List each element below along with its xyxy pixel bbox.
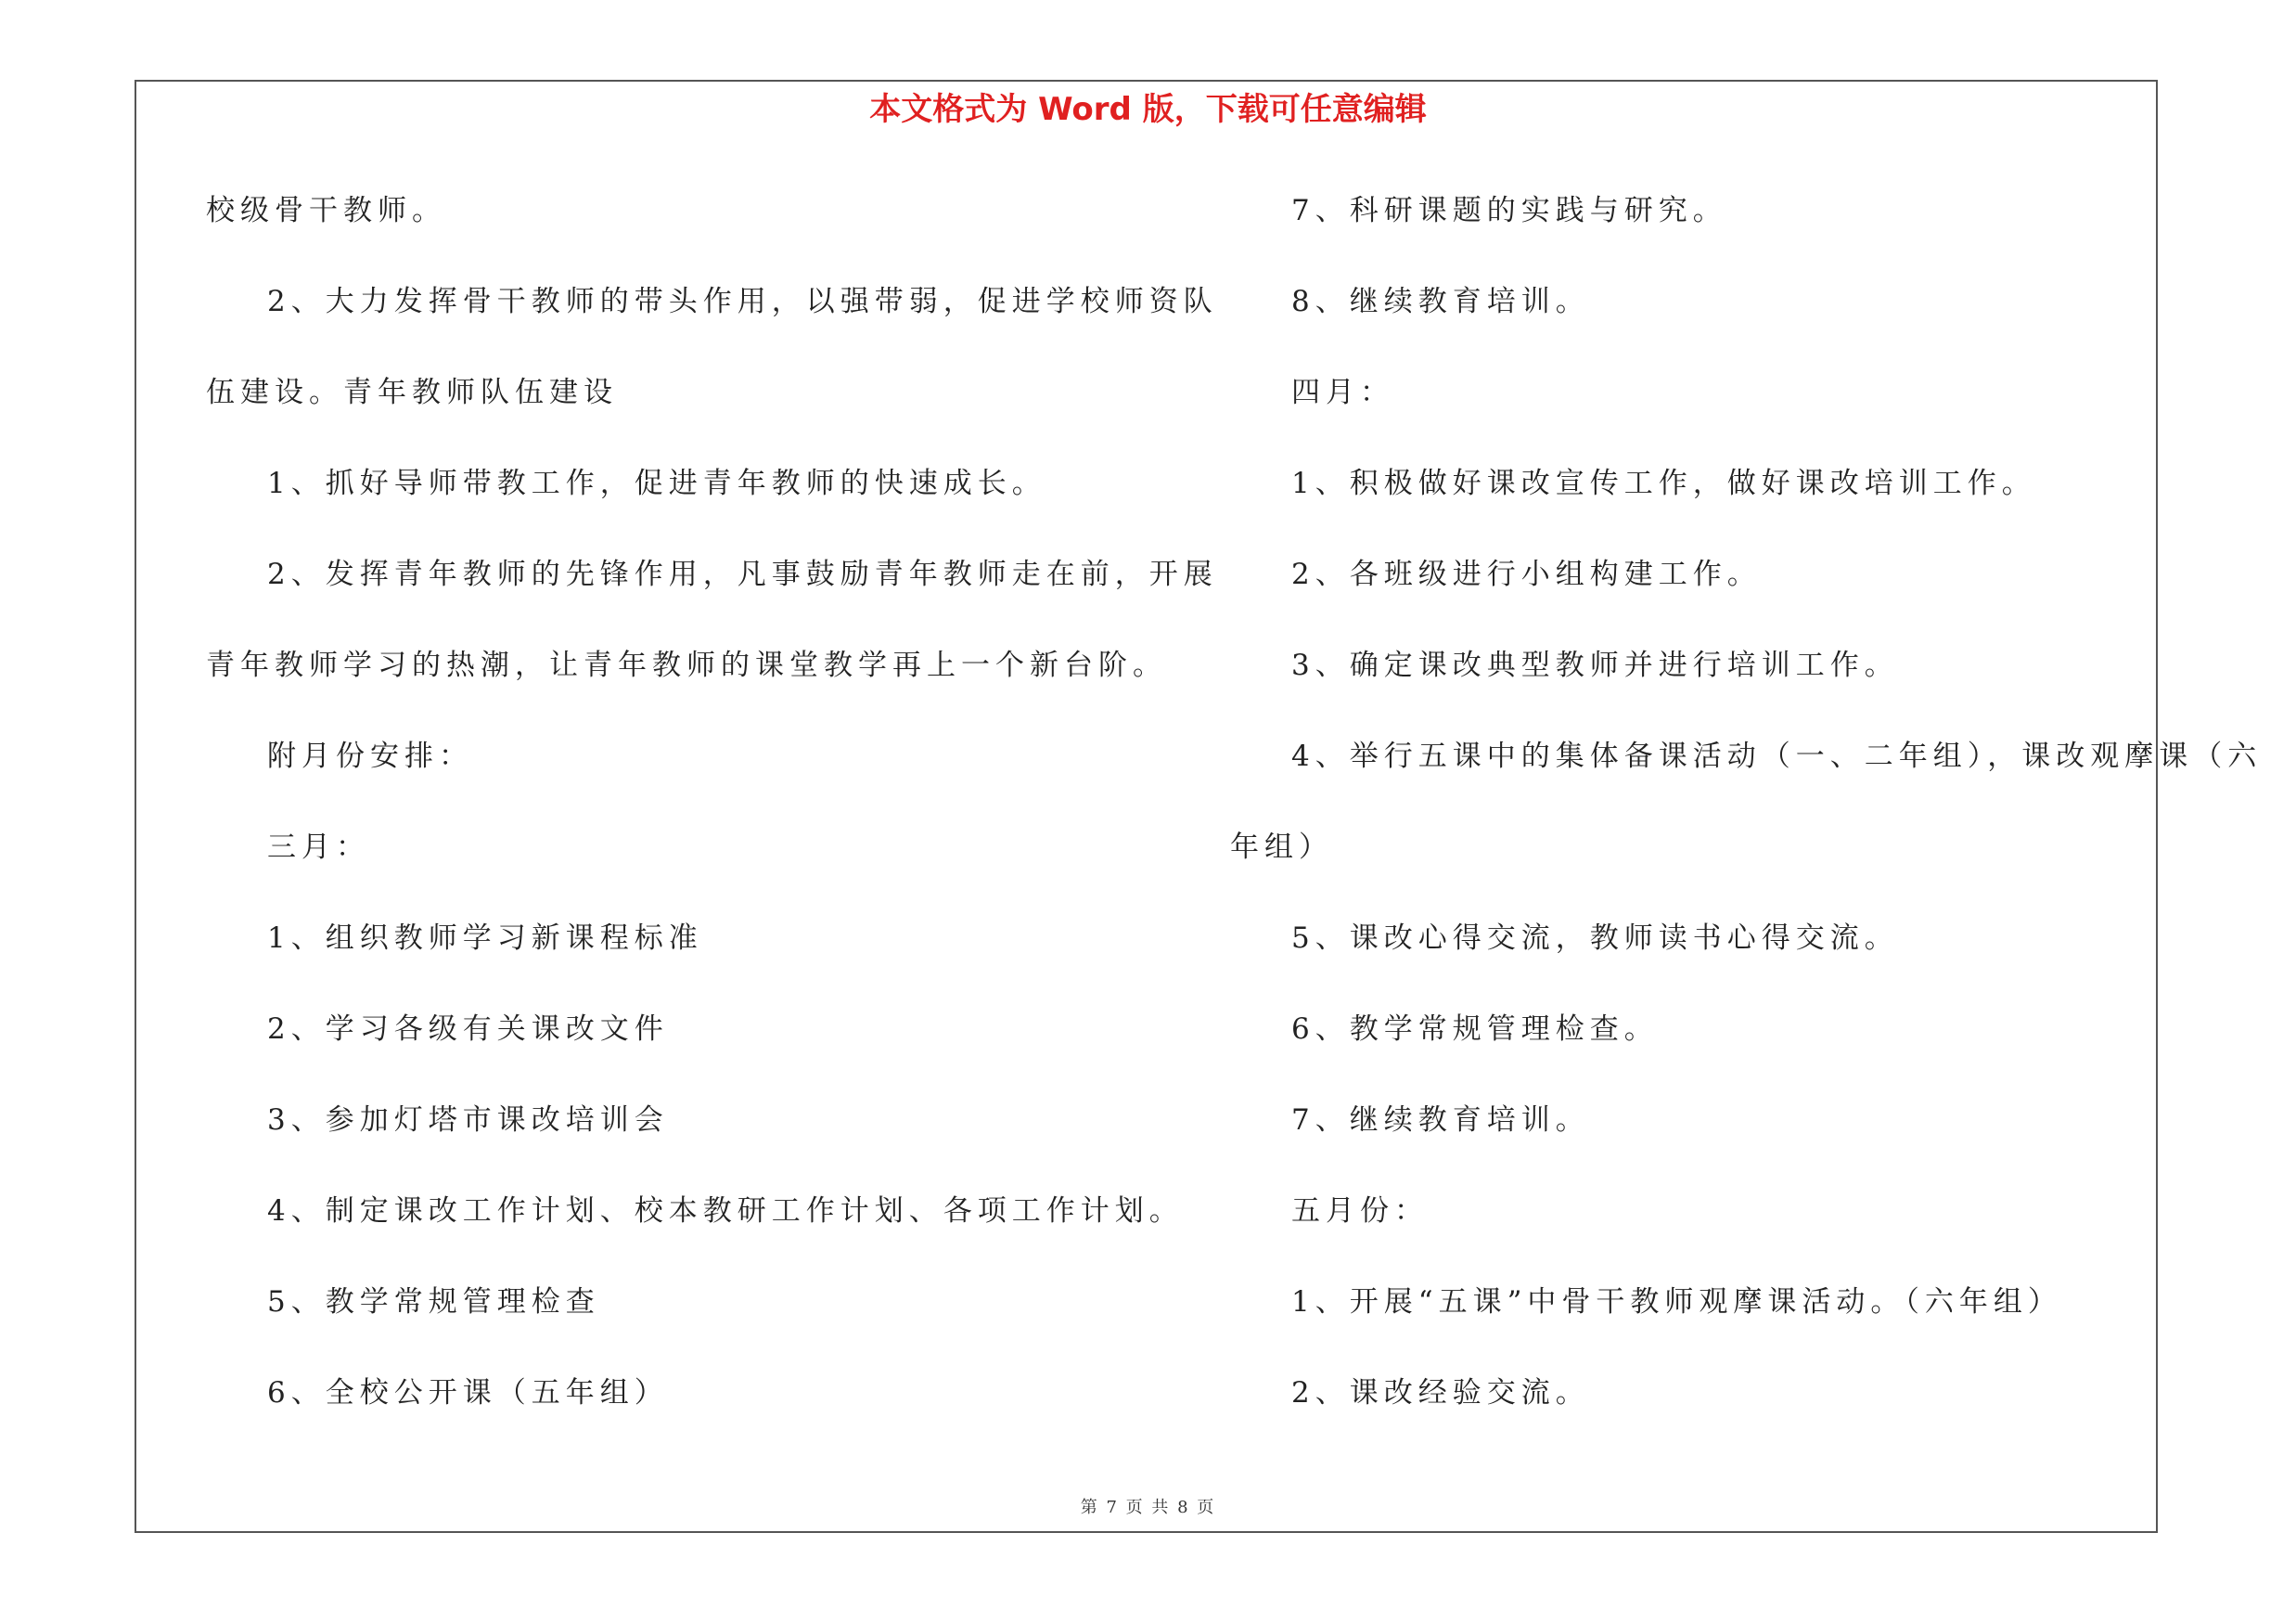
- paragraph-line: 校级骨干教师。: [206, 194, 446, 227]
- list-item: 7、科研课题的实践与研究。: [1291, 194, 1727, 227]
- list-item: 4、举行五课中的集体备课活动（一、二年组），课改观摩课（六: [1291, 740, 2263, 773]
- list-item: 2、各班级进行小组构建工作。: [1291, 558, 1762, 591]
- month-heading: 三月：: [267, 831, 370, 864]
- list-item: 1、积极做好课改宣传工作，做好课改培训工作。: [1291, 467, 2036, 500]
- paragraph-line: 2、大力发挥骨干教师的带头作用，以强带弱，促进学校师资队: [267, 285, 1218, 318]
- list-item: 2、课改经验交流。: [1291, 1376, 1590, 1410]
- list-item: 6、全校公开课（五年组）: [267, 1376, 669, 1410]
- list-item: 4、制定课改工作计划、校本教研工作计划、各项工作计划。: [267, 1194, 1184, 1228]
- list-item: 5、课改心得交流，教师读书心得交流。: [1291, 921, 1899, 955]
- page-number: 第 7 页 共 8 页: [1080, 1498, 1216, 1517]
- month-heading: 五月份：: [1291, 1194, 1429, 1228]
- list-item: 3、参加灯塔市课改培训会: [267, 1103, 669, 1137]
- list-item: 2、学习各级有关课改文件: [267, 1012, 669, 1046]
- section-heading: 附月份安排：: [267, 740, 473, 773]
- paragraph-line: 2、发挥青年教师的先锋作用，凡事鼓励青年教师走在前，开展: [267, 558, 1218, 591]
- list-item: 8、继续教育培训。: [1291, 285, 1590, 318]
- list-item: 6、教学常规管理检查。: [1291, 1012, 1659, 1046]
- format-banner: 本文格式为 Word 版，下载可任意编辑: [869, 91, 1427, 128]
- paragraph-line: 青年教师学习的热潮，让青年教师的课堂教学再上一个新台阶。: [206, 649, 1167, 682]
- list-item: 3、确定课改典型教师并进行培训工作。: [1291, 649, 1899, 682]
- list-item: 1、组织教师学习新课程标准: [267, 921, 703, 955]
- month-heading: 四月：: [1291, 376, 1394, 409]
- paragraph-line: 1、抓好导师带教工作，促进青年教师的快速成长。: [267, 467, 1046, 500]
- list-item: 5、教学常规管理检查: [267, 1285, 600, 1319]
- list-item-continuation: 年组）: [1230, 831, 1333, 864]
- list-item: 1、开展“五课”中骨干教师观摩课活动。（六年组）: [1291, 1285, 2062, 1319]
- list-item: 7、继续教育培训。: [1291, 1103, 1590, 1137]
- paragraph-line: 伍建设。青年教师队伍建设: [206, 376, 618, 409]
